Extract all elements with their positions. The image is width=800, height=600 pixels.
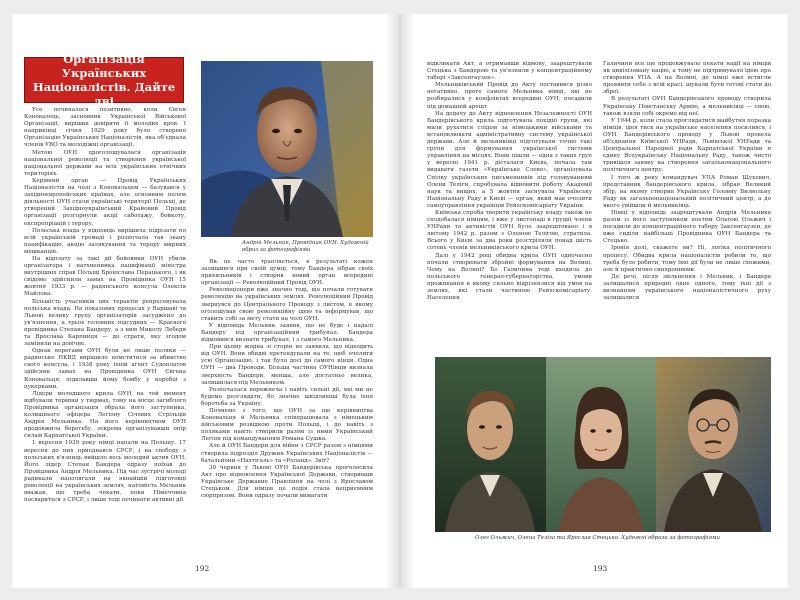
paragraph: Однак ворогами ОУН були не лише поляки — радянське НКВД вирішило помститися за вбивство свого консула, і 1938 року їхній агент Судоплатов здійснив замах на Провідника ОУН Євгена Коновальця, підклавши йому бомбу у коробці з цукерками.	[24, 348, 186, 390]
chapter-title-box	[24, 52, 184, 108]
teliha-portrait-image	[546, 357, 656, 532]
right-page	[415, 14, 788, 588]
olzhych-portrait	[435, 357, 546, 532]
paragraph: 30 червня у Львові ОУН Бандерівська проголосила Акт про відновлення Української Держави, створивши Українське Державне Правління на чолі з Ярославом Стецьком. Для німців це подія стала неприємним сюрпризом. Вони одразу почали вимагати	[201, 464, 373, 500]
stetsko-portrait	[656, 357, 771, 532]
paragraph: На додачу до Акту відновлення Незалежності ОУН Бандерівського крила підготувала похідні групи, які мали рухатися слідом за німецькими військами та встановлювати адміністративну систему української держави. Але й мельниківці підготували точно такі групи для формування української системи управління на місцях. Вони пішли — одна з таких груп у вересні 1941 р. дісталася Києва, почала там видавати газети «Українське Слово», організувала Спілку українських письменників під головуванням Олени Теліги, спробувала відновити роботу Академії наук та вищих, а 5 жовтня заснувала Українську Національну Раду в Києві — орган, який мав очолити самоуправління українців Рейхскомісаріату України.	[427, 110, 592, 209]
left-page-column-2	[201, 259, 373, 559]
paragraph: відкликати Акт, а отримавши відмову, заарештували Стецька з Бандерою та ув'язнили у концентраційному таборі «Заксенгаузен».	[427, 61, 592, 82]
right-page-column-2	[603, 61, 771, 351]
paragraph: Метою ОУН проголошувалася організація національної революції та створення української національної держави на всіх українських етнічних територіях.	[24, 149, 186, 177]
paragraph: Розпочалася ворожнеча і навіть сильні дії, які ми не будемо розглядати, бо значно шкідливіші була їхня боротьба за Україну.	[201, 386, 373, 407]
page-number-right: 193	[593, 564, 608, 573]
left-page	[12, 14, 385, 588]
paragraph: Німці у відповідь заарештували Андрія Мельника разом із його заступником поетом Ольгою Ольжич і посадили до концентраційного табору Заксенгаузен, де вже сиділи найбільші Провідника ОУН Бандера та Стецько.	[603, 209, 771, 245]
caption-text: Андрій Мельник, Провідник ОУН. Художній образ за фотографіями	[242, 240, 369, 253]
paragraph: Галичини все ще продовжувало пекати надії на німців як цивілізовану націю, а тому не підтримувало ідею про створення УПА. А на Волині, де німці вже встигли проявити себе з всій красі, шукали бути готові стати до зброї.	[603, 61, 771, 96]
paragraph: На відплату за такі дії бойовики ОУН убили організатора і натхненника пацифікації міністра внутрішніх справ Польщі Броніслава Перацького, і як свідомо здійснили замах на Провідника ОУН 15 жовтня 1933 р. — радянського консула Олексія Майлова.	[24, 255, 186, 298]
paragraph: Революціонери вже значно тоді, що почали готувати революцію на українських землях. Революційний Провід звернувся до Центрального Проводу з листом, в якому оголошував свою революційну ідею та інформував, що ставить собі за мету стати на чолі ОУН.	[201, 287, 373, 322]
paragraph: Польська влада у відповідь вирішила підрізати по всій українській громаді і розпочала так звану пацифікацію, акцію залякування та терору мирних мешканців.	[24, 227, 186, 255]
paragraph: Київська спроба творити українську владу також не сподобалася німцям, і вже у листопаді в грудні члени УНРади та активістів ОУН було заарештовано і в лютому 1942 р. разом з Оленою Телігою, стратила. Всього у Києві за два роки розстріляли понад шість сотень членів мельниківського крила ОУН.	[427, 209, 592, 252]
book-gutter	[385, 14, 415, 588]
paragraph: 1 вересня 1939 року німці напали на Польщу. 17 вересня до них приєднався СРСР, і на свободу з польських в'язниць вийшло весь молодий актив ОУН. Його лідер Степан Бандера одразу поїхав до Провідника Андрія Мельника. Під час зустрічі молоді радикали наполягали на якнайшій підготовці революції на українських землях, натомість Мельник вважав, що треба чекати, поки Німеччина посвариться з СРСР, і лише тоді починати активні дії.	[24, 440, 186, 504]
trio-caption	[475, 535, 775, 542]
paragraph: В результаті ОУН Бандерівського проводу створила Українську Повстанську Армію, а мельниківці — свою, також взяли собі окремо від неї.	[603, 96, 771, 117]
melnyk-portrait	[201, 61, 373, 237]
page-number-left: 192	[195, 564, 210, 573]
paragraph: У відповідь Мельник заявив, що не буде і надалі Бандеру під організаційний трибунал. Бандера відмовився визнати трибунал, і з самого Мельника.	[201, 322, 373, 344]
caption-text: Олег Ольжич, Олена Теліга та Ярослав Стецько. Художні образи за фотографіями	[475, 535, 720, 541]
paragraph: Але й ОУН Бандери для війни з СРСР разом з німцями створила підрозділ Дружин Українських Націоналістів — батальйони «Нахтігаль» та «Роланд». Звіт?	[201, 443, 373, 464]
paragraph: Лідери молодшого крила ОУН на той момент відбували терміни у тюрмах, тому на місце загиблого Провідника організація обрала його заступника, колишнього офіцера Легіону Січових Стрільців Андрія Мельника. На його керівництвом ОУН продовжила боротьбу, зокрема організувавши опір силам Карпатської України.	[24, 390, 186, 440]
teliha-portrait	[546, 357, 656, 532]
paragraph: До речі, після звільнення і Мельник, і Бандера залишалися природні одне одного, тому їхні дії з визнанням українського націоналістичного руху залишалися	[603, 273, 771, 302]
paragraph: Керівний орган — Провід Українських Націоналістів на чолі з Коновальцем — базувався у західноєвропейських країнах, але основним полем діяльності ОУН стали українські території Польщі, де утворений Західноукраїнський Крайовий Провід організації розгорнули акції саботажу, бойкоту, експропріацій і терору.	[24, 177, 186, 227]
olzhych-portrait-image	[435, 357, 546, 532]
left-page-column-1	[24, 107, 186, 559]
paragraph: При цьому жодна зі сторін не заявила, що відходить від ОУН. Вони обидві претендували на те, щоб очолити усю Організацію, і так було досі до самого кінця. Одна ОУН — два Проводи. Більша частина ОУНівців визнала зверхність Бандери, менша, але достатньо велика, залишилася під Мельником.	[201, 344, 373, 386]
paragraph: Іронія долі, скажете ви? Ні, логіка політичного процесу. Обидва крила націоналістів робили те, що треба було робити, тому їхні дії були не лише схожими, але й практично синхронними.	[603, 245, 771, 273]
paragraph: Почнемо з того, що ОУН за ще керівництва Коновальця й Мельника співпрацювала з німецьким військовим розвідкою проти Польщі, і до навіть з поляками навіть створили разом із ними Український Легіон під командуванням Романа Сушка.	[201, 407, 373, 443]
melnyk-caption	[242, 240, 377, 254]
paragraph: Далі у 1942 році обидва крила ОУН одночасно почали створювати збройні формування на Волині. Чому на Волині? Бо Галичина тоді входила до польського генерал-губернаторства, умови проживання в якому сильно відрізнялися від умов на землях, які стали частиною Рейхскомісаріату. Населення	[427, 252, 592, 302]
stetsko-portrait-image	[656, 357, 771, 532]
paragraph: Усе починалося позитивно, коли Євген Коновалець, засновник Української Військової Організації, вирішив довірити її молодих кров. І наприкінці січня 1929 року було створено Організацію Українських Націоналістів, яка об'єднала членів УВО та молодіжні організації.	[24, 107, 186, 149]
melnyk-portrait-image	[201, 61, 373, 237]
paragraph: І того ж року командувач УПА Роман Шухевич, представник бандерівського крила, зібрав Великий збір, на якому створив Українську Головну Визвольну Раду як загальнонаціональний політичний центр, а до якого увійшли й мельниківці.	[603, 174, 771, 209]
paragraph: Більшість учасників цих терактів репресовувала польська влада. На показових процесах у Варшаві та Львові велику групу організаторів засуджено до ув'язнення, а трьох головних підсудних — Краєвого провідника Степана Бандеру, а з ним Миколу Лебедя та Ярослава Карпинця — до страти, яку згодом замінили на довічне.	[24, 298, 186, 348]
right-page-column-1	[427, 61, 592, 351]
paragraph: Як це часто трапляється, в результаті кожен залишився при своїй думці, тому Бандера зібрав своїх прихильників і створив новий орган всередині організації — Революційний Провід ОУН.	[201, 259, 373, 287]
chapter-title: Організація Українських Націоналістів. Дайте дві	[32, 52, 176, 108]
paragraph: Мельниківський Провід до Акту поставився різко негативно, проте самого Мельника німці, які не розбиралися у конфліктах всередині ОУН, посадили під домашній арешт.	[427, 82, 592, 110]
paragraph: У 1944 р. коли стала проглядатися майбутня поразка німців, ідея тиск на українське населення посилився, і ОУН Бандерівського проводу у Львові провела об'єднання Київської УНРади, Львівської УНРади та Центральної Народної ради Карпатської України в єдину Всеукраїнську Національну Раду, також чисто тривішля заявку на створення загальнонаціонального політичного центру.	[603, 117, 771, 174]
